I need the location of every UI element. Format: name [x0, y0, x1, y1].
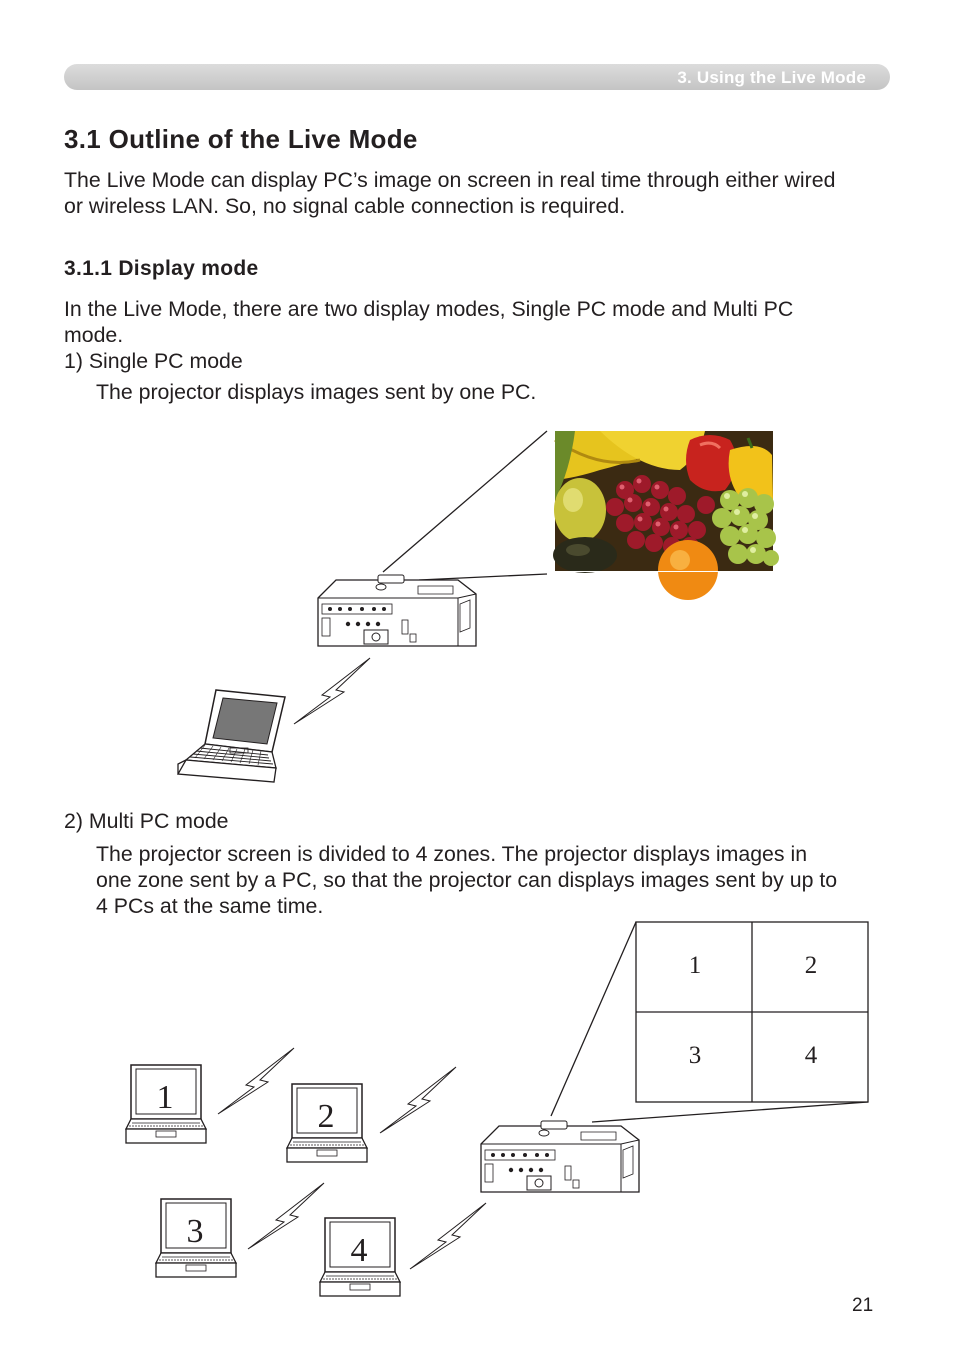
- subsection-intro-line-2: mode.: [64, 323, 124, 347]
- intro-line-2: or wireless LAN. So, no signal cable connection is required.: [64, 194, 626, 218]
- laptop-3: [156, 1199, 236, 1277]
- wireless-signal-icon: [248, 1183, 324, 1249]
- page-number: 21: [852, 1295, 874, 1316]
- single-mode-description: The projector displays images sent by one PC.: [96, 380, 537, 404]
- zone-label-2: 2: [804, 952, 818, 979]
- multi-mode-label: 2) Multi PC mode: [64, 809, 229, 833]
- zone-label-3: 3: [688, 1042, 702, 1069]
- multi-mode-description-line-1: The projector screen is divided to 4 zones. The projector displays images in: [96, 842, 808, 866]
- page-title: 3.1 Outline of the Live Mode: [64, 124, 418, 154]
- laptop-2: [287, 1084, 367, 1162]
- laptop-1: [126, 1065, 206, 1143]
- zone-label-1: 1: [688, 952, 702, 979]
- wireless-signal-icon: [410, 1203, 486, 1269]
- projector-multi: [481, 1121, 639, 1192]
- zone-label-4: 4: [804, 1042, 818, 1069]
- subsection-title: 3.1.1 Display mode: [64, 257, 259, 280]
- zone-screen: [636, 922, 868, 1102]
- laptop-label-2: 2: [317, 1098, 335, 1135]
- multi-mode-description-line-2: one zone sent by a PC, so that the projector can displays images sent by up to: [96, 868, 838, 892]
- laptop-label-1: 1: [156, 1079, 174, 1116]
- wireless-signal-icon: [380, 1067, 456, 1133]
- section-header-label: 3. Using the Live Mode: [677, 68, 866, 87]
- laptop-label-3: 3: [186, 1213, 204, 1250]
- laptop-label-4: 4: [350, 1232, 368, 1269]
- wireless-signal-icon: [218, 1048, 294, 1114]
- multi-mode-description-line-3: 4 PCs at the same time.: [96, 894, 324, 918]
- laptop-4: [320, 1218, 400, 1296]
- single-mode-label: 1) Single PC mode: [64, 349, 243, 373]
- intro-line-1: The Live Mode can display PC’s image on screen in real time through either wired: [64, 168, 836, 192]
- subsection-intro-line-1: In the Live Mode, there are two display modes, Single PC mode and Multi PC: [64, 297, 794, 321]
